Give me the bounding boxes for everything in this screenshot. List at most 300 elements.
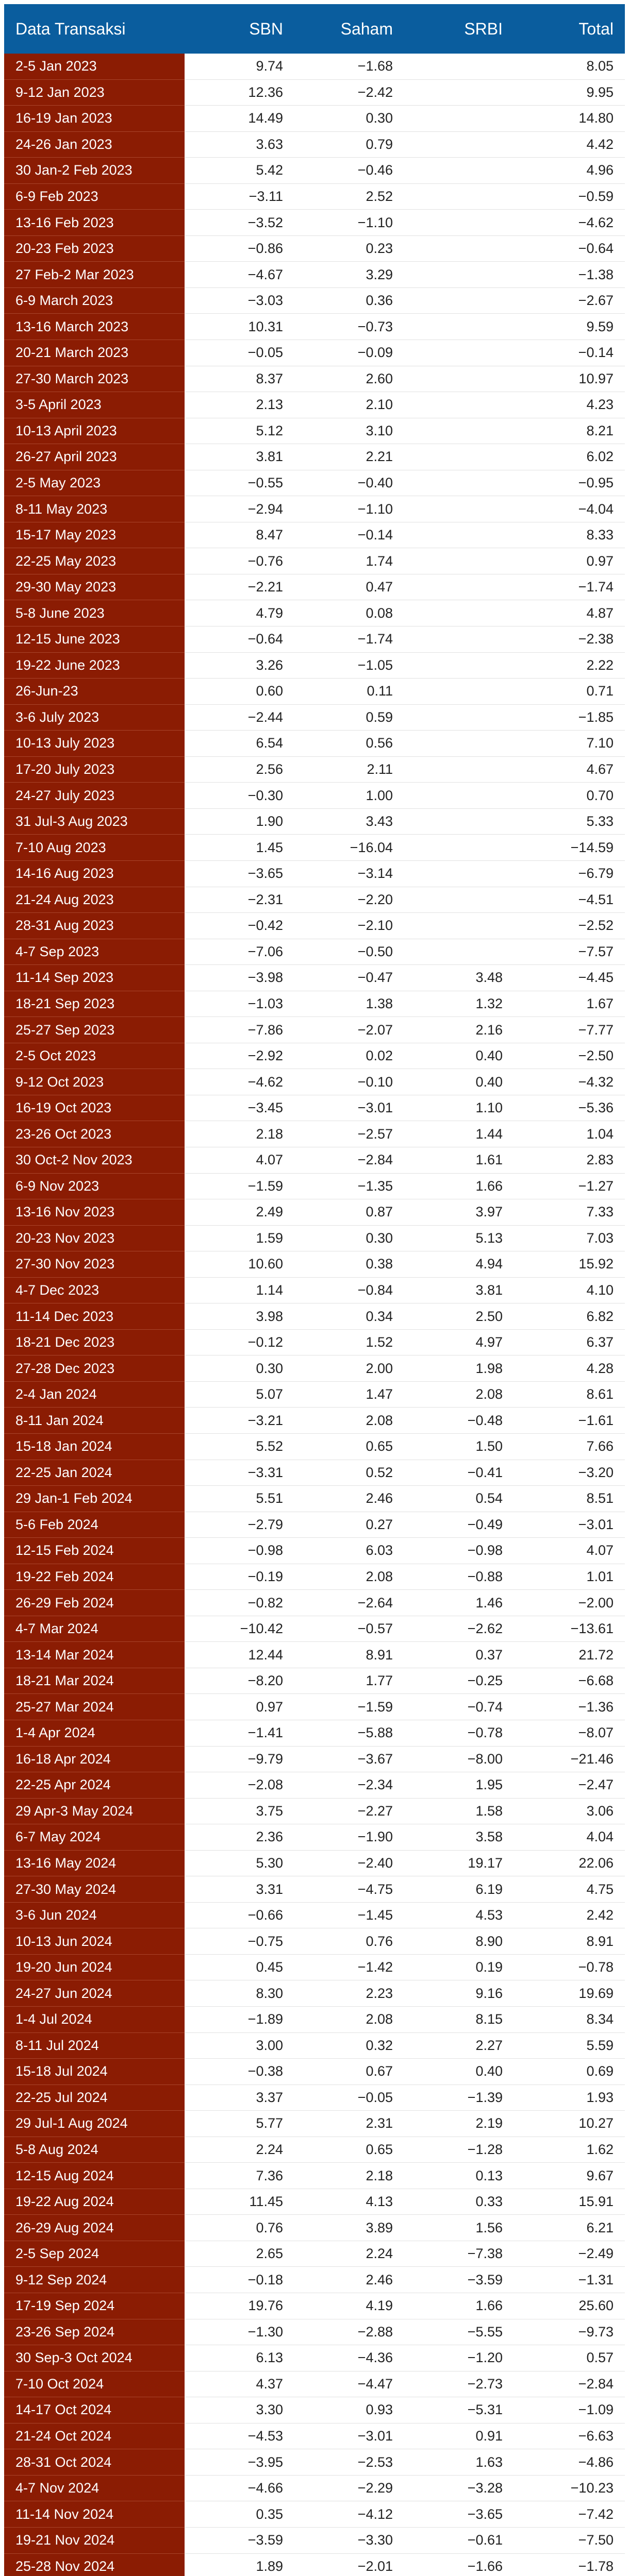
table-row — [4, 1095, 625, 1121]
cell-date: 1-4 Apr 2024 — [4, 1720, 185, 1747]
cell-saham: −2.29 — [294, 2475, 404, 2501]
cell-date: 19-22 June 2023 — [4, 652, 185, 679]
cell-sbn: 6.13 — [185, 2345, 294, 2371]
cell-total: 8.21 — [514, 418, 625, 444]
cell-sbn: 4.07 — [185, 1147, 294, 1173]
cell-saham: −2.53 — [294, 2449, 404, 2476]
cell-saham: 0.79 — [294, 131, 404, 158]
table-row — [4, 235, 625, 262]
cell-sbn: −0.75 — [185, 1928, 294, 1955]
cell-saham: 3.43 — [294, 808, 404, 835]
cell-sbn: 5.30 — [185, 1850, 294, 1876]
cell-saham: 0.23 — [294, 235, 404, 262]
cell-sbn: 19.76 — [185, 2293, 294, 2319]
cell-srbi: −1.28 — [404, 2137, 514, 2163]
cell-saham: −1.90 — [294, 1824, 404, 1851]
cell-date: 24-27 July 2023 — [4, 783, 185, 809]
cell-sbn: 6.54 — [185, 731, 294, 757]
table-row — [4, 158, 625, 184]
cell-sbn: −0.76 — [185, 548, 294, 574]
cell-sbn: −10.42 — [185, 1616, 294, 1642]
cell-sbn: −2.79 — [185, 1512, 294, 1538]
cell-sbn: −9.79 — [185, 1746, 294, 1772]
table-row — [4, 262, 625, 288]
cell-saham: 2.31 — [294, 2111, 404, 2137]
cell-saham: −4.36 — [294, 2345, 404, 2371]
cell-date: 8-11 Jan 2024 — [4, 1408, 185, 1434]
cell-srbi — [404, 366, 514, 392]
table-row — [4, 1225, 625, 1251]
cell-total: 2.42 — [514, 1902, 625, 1928]
cell-sbn: 2.13 — [185, 392, 294, 418]
table-row — [4, 1538, 625, 1564]
cell-srbi: 5.13 — [404, 1225, 514, 1251]
table-row — [4, 1876, 625, 1903]
table-row — [4, 1616, 625, 1642]
cell-total: 9.67 — [514, 2163, 625, 2189]
cell-total: 2.22 — [514, 652, 625, 679]
cell-saham: −2.42 — [294, 79, 404, 106]
cell-srbi: 3.48 — [404, 965, 514, 991]
cell-saham: −0.05 — [294, 2084, 404, 2111]
table-row — [4, 2189, 625, 2215]
cell-saham: −2.40 — [294, 1850, 404, 1876]
cell-total: 8.33 — [514, 522, 625, 548]
cell-date: 7-10 Oct 2024 — [4, 2371, 185, 2397]
cell-date: 22-25 May 2023 — [4, 548, 185, 574]
cell-saham: 6.03 — [294, 1538, 404, 1564]
cell-saham: 4.19 — [294, 2293, 404, 2319]
cell-saham: −16.04 — [294, 835, 404, 861]
cell-total: −2.50 — [514, 1043, 625, 1069]
cell-srbi: −0.88 — [404, 1564, 514, 1590]
table-row — [4, 679, 625, 705]
cell-saham: 2.46 — [294, 2267, 404, 2293]
cell-srbi: 1.56 — [404, 2215, 514, 2241]
cell-sbn: 7.36 — [185, 2163, 294, 2189]
cell-saham: 3.89 — [294, 2215, 404, 2241]
table-row — [4, 1928, 625, 1955]
cell-total: 8.61 — [514, 1381, 625, 1408]
cell-total: 5.59 — [514, 2032, 625, 2059]
cell-total: −1.38 — [514, 262, 625, 288]
cell-srbi: 1.66 — [404, 1173, 514, 1199]
cell-total: −2.67 — [514, 287, 625, 314]
cell-srbi: −0.98 — [404, 1538, 514, 1564]
cell-date: 4-7 Nov 2024 — [4, 2475, 185, 2501]
cell-sbn: −2.21 — [185, 574, 294, 600]
cell-srbi: 6.19 — [404, 1876, 514, 1903]
cell-sbn: 0.35 — [185, 2501, 294, 2528]
cell-total: −4.45 — [514, 965, 625, 991]
cell-date: 29-30 May 2023 — [4, 574, 185, 600]
cell-saham: 2.23 — [294, 1980, 404, 2007]
cell-sbn: 3.31 — [185, 1876, 294, 1903]
cell-saham: −0.10 — [294, 1069, 404, 1095]
cell-date: 21-24 Oct 2024 — [4, 2423, 185, 2449]
cell-sbn: 8.47 — [185, 522, 294, 548]
table-row — [4, 652, 625, 679]
cell-srbi — [404, 887, 514, 913]
cell-total: −4.32 — [514, 1069, 625, 1095]
cell-date: 4-7 Sep 2023 — [4, 939, 185, 965]
table-row — [4, 522, 625, 548]
cell-date: 15-18 Jul 2024 — [4, 2059, 185, 2085]
cell-sbn: −2.31 — [185, 887, 294, 913]
cell-saham: 2.10 — [294, 392, 404, 418]
cell-srbi: 19.17 — [404, 1850, 514, 1876]
cell-date: 22-25 Jan 2024 — [4, 1460, 185, 1486]
cell-sbn: −0.55 — [185, 470, 294, 496]
cell-date: 13-16 Nov 2023 — [4, 1199, 185, 1226]
cell-sbn: −1.03 — [185, 991, 294, 1017]
cell-total: −7.50 — [514, 2527, 625, 2553]
table-row — [4, 1251, 625, 1278]
cell-total: −6.63 — [514, 2423, 625, 2449]
cell-total: −1.74 — [514, 574, 625, 600]
cell-sbn: −3.03 — [185, 287, 294, 314]
cell-srbi — [404, 704, 514, 731]
cell-srbi — [404, 340, 514, 366]
cell-srbi: −1.39 — [404, 2084, 514, 2111]
cell-date: 19-22 Feb 2024 — [4, 1564, 185, 1590]
cell-sbn: −0.12 — [185, 1329, 294, 1355]
cell-total: 1.93 — [514, 2084, 625, 2111]
cell-total: −1.36 — [514, 1694, 625, 1720]
table-header — [4, 4, 625, 54]
cell-srbi — [404, 600, 514, 626]
cell-srbi: 1.46 — [404, 1590, 514, 1616]
cell-sbn: 14.49 — [185, 106, 294, 132]
table-row — [4, 79, 625, 106]
cell-srbi: 1.61 — [404, 1147, 514, 1173]
cell-total: 8.91 — [514, 1928, 625, 1955]
table-row — [4, 2032, 625, 2059]
cell-srbi: 8.90 — [404, 1928, 514, 1955]
cell-srbi: 1.32 — [404, 991, 514, 1017]
cell-saham: −1.45 — [294, 1902, 404, 1928]
cell-srbi — [404, 79, 514, 106]
table-row — [4, 2449, 625, 2476]
cell-sbn: 2.36 — [185, 1824, 294, 1851]
table-row — [4, 1954, 625, 1980]
cell-total: −9.73 — [514, 2319, 625, 2345]
cell-saham: −0.46 — [294, 158, 404, 184]
cell-date: 26-27 April 2023 — [4, 444, 185, 470]
table-row — [4, 1173, 625, 1199]
cell-srbi: 1.50 — [404, 1433, 514, 1460]
table-row — [4, 1980, 625, 2007]
cell-srbi: 2.50 — [404, 1303, 514, 1330]
table-row — [4, 2215, 625, 2241]
cell-total: −3.01 — [514, 1512, 625, 1538]
table-row — [4, 1381, 625, 1408]
cell-date: 27-30 May 2024 — [4, 1876, 185, 1903]
cell-sbn: 0.76 — [185, 2215, 294, 2241]
cell-total: 0.57 — [514, 2345, 625, 2371]
cell-sbn: −4.67 — [185, 262, 294, 288]
cell-date: 5-8 June 2023 — [4, 600, 185, 626]
cell-sbn: −1.41 — [185, 1720, 294, 1747]
cell-date: 19-22 Aug 2024 — [4, 2189, 185, 2215]
cell-srbi: −3.28 — [404, 2475, 514, 2501]
cell-total: 6.02 — [514, 444, 625, 470]
cell-sbn: 8.30 — [185, 1980, 294, 2007]
cell-saham: −3.30 — [294, 2527, 404, 2553]
cell-total: 19.69 — [514, 1980, 625, 2007]
cell-date: 13-16 Feb 2023 — [4, 210, 185, 236]
cell-saham: 0.59 — [294, 704, 404, 731]
cell-total: −0.59 — [514, 183, 625, 210]
header-sbn[interactable]: SBN — [185, 4, 294, 54]
table-row — [4, 470, 625, 496]
cell-total: −4.86 — [514, 2449, 625, 2476]
cell-date: 24-26 Jan 2023 — [4, 131, 185, 158]
cell-sbn: 10.31 — [185, 314, 294, 340]
cell-srbi: 2.27 — [404, 2032, 514, 2059]
cell-date: 16-19 Jan 2023 — [4, 106, 185, 132]
cell-saham: −1.42 — [294, 1954, 404, 1980]
cell-saham: 2.00 — [294, 1355, 404, 1382]
cell-total: −2.84 — [514, 2371, 625, 2397]
cell-saham: 0.52 — [294, 1460, 404, 1486]
cell-saham: 0.32 — [294, 2032, 404, 2059]
cell-saham: 3.10 — [294, 418, 404, 444]
cell-saham: 2.18 — [294, 2163, 404, 2189]
cell-date: 20-23 Feb 2023 — [4, 235, 185, 262]
cell-saham: 2.52 — [294, 183, 404, 210]
cell-total: −8.07 — [514, 1720, 625, 1747]
cell-total: 15.92 — [514, 1251, 625, 1278]
cell-total: −1.61 — [514, 1408, 625, 1434]
cell-sbn: −0.30 — [185, 783, 294, 809]
table-row — [4, 1642, 625, 1668]
cell-srbi: 1.63 — [404, 2449, 514, 2476]
cell-srbi — [404, 939, 514, 965]
table-row — [4, 1668, 625, 1694]
table-row — [4, 131, 625, 158]
cell-date: 2-4 Jan 2024 — [4, 1381, 185, 1408]
cell-srbi: 4.97 — [404, 1329, 514, 1355]
cell-sbn: 5.12 — [185, 418, 294, 444]
cell-saham: 2.46 — [294, 1486, 404, 1512]
cell-date: 9-12 Sep 2024 — [4, 2267, 185, 2293]
cell-srbi — [404, 756, 514, 783]
cell-sbn: 10.60 — [185, 1251, 294, 1278]
cell-srbi — [404, 287, 514, 314]
cell-total: −14.59 — [514, 835, 625, 861]
cell-sbn: 1.45 — [185, 835, 294, 861]
data-table-container — [4, 4, 625, 2576]
cell-saham: 8.91 — [294, 1642, 404, 1668]
cell-srbi: −8.00 — [404, 1746, 514, 1772]
cell-saham: −2.27 — [294, 1798, 404, 1824]
cell-date: 8-11 May 2023 — [4, 496, 185, 522]
cell-total: 4.23 — [514, 392, 625, 418]
cell-saham: 0.11 — [294, 679, 404, 705]
cell-srbi — [404, 496, 514, 522]
cell-sbn: 3.81 — [185, 444, 294, 470]
table-row — [4, 183, 625, 210]
cell-srbi: 1.58 — [404, 1798, 514, 1824]
cell-sbn: −4.62 — [185, 1069, 294, 1095]
cell-srbi: −1.66 — [404, 2553, 514, 2576]
cell-date: 26-Jun-23 — [4, 679, 185, 705]
table-row — [4, 2423, 625, 2449]
cell-sbn: 3.30 — [185, 2397, 294, 2424]
cell-total: 9.59 — [514, 314, 625, 340]
cell-date: 13-16 May 2024 — [4, 1850, 185, 1876]
cell-saham: −1.10 — [294, 210, 404, 236]
cell-total: −7.77 — [514, 1017, 625, 1043]
cell-date: 25-27 Sep 2023 — [4, 1017, 185, 1043]
cell-date: 13-14 Mar 2024 — [4, 1642, 185, 1668]
cell-srbi: 0.54 — [404, 1486, 514, 1512]
cell-sbn: −4.53 — [185, 2423, 294, 2449]
cell-date: 22-25 Jul 2024 — [4, 2084, 185, 2111]
cell-srbi: −7.38 — [404, 2241, 514, 2267]
cell-date: 22-25 Apr 2024 — [4, 1772, 185, 1799]
cell-date: 6-9 March 2023 — [4, 287, 185, 314]
cell-date: 11-14 Dec 2023 — [4, 1303, 185, 1330]
cell-sbn: 3.63 — [185, 131, 294, 158]
cell-date: 15-18 Jan 2024 — [4, 1433, 185, 1460]
cell-date: 29 Apr-3 May 2024 — [4, 1798, 185, 1824]
cell-date: 20-23 Nov 2023 — [4, 1225, 185, 1251]
cell-total: 0.70 — [514, 783, 625, 809]
cell-sbn: −0.86 — [185, 235, 294, 262]
cell-sbn: 1.59 — [185, 1225, 294, 1251]
cell-srbi — [404, 626, 514, 653]
cell-saham: −1.05 — [294, 652, 404, 679]
cell-saham: −1.59 — [294, 1694, 404, 1720]
cell-saham: −0.14 — [294, 522, 404, 548]
cell-sbn: 3.26 — [185, 652, 294, 679]
cell-sbn: −1.89 — [185, 2007, 294, 2033]
cell-saham: 0.38 — [294, 1251, 404, 1278]
cell-saham: −2.84 — [294, 1147, 404, 1173]
cell-date: 6-7 May 2024 — [4, 1824, 185, 1851]
cell-srbi: 3.58 — [404, 1824, 514, 1851]
cell-saham: −2.07 — [294, 1017, 404, 1043]
cell-date: 14-16 Aug 2023 — [4, 860, 185, 887]
cell-saham: 2.08 — [294, 1564, 404, 1590]
cell-date: 23-26 Oct 2023 — [4, 1121, 185, 1147]
cell-date: 30 Jan-2 Feb 2023 — [4, 158, 185, 184]
table-row — [4, 1772, 625, 1799]
table-row — [4, 2084, 625, 2111]
cell-sbn: −0.64 — [185, 626, 294, 653]
cell-srbi — [404, 522, 514, 548]
cell-total: −3.20 — [514, 1460, 625, 1486]
cell-total: 25.60 — [514, 2293, 625, 2319]
cell-total: −4.62 — [514, 210, 625, 236]
cell-sbn: 5.07 — [185, 1381, 294, 1408]
cell-total: −13.61 — [514, 1616, 625, 1642]
cell-date: 18-21 Sep 2023 — [4, 991, 185, 1017]
table-row — [4, 2163, 625, 2189]
cell-sbn: 11.45 — [185, 2189, 294, 2215]
cell-date: 5-8 Aug 2024 — [4, 2137, 185, 2163]
cell-saham: −0.40 — [294, 470, 404, 496]
cell-date: 28-31 Aug 2023 — [4, 913, 185, 939]
cell-saham: −1.10 — [294, 496, 404, 522]
cell-sbn: −7.86 — [185, 1017, 294, 1043]
cell-total: 22.06 — [514, 1850, 625, 1876]
table-row — [4, 1720, 625, 1747]
cell-saham: −2.20 — [294, 887, 404, 913]
cell-sbn: 2.18 — [185, 1121, 294, 1147]
cell-srbi: 0.33 — [404, 2189, 514, 2215]
cell-srbi: 4.94 — [404, 1251, 514, 1278]
cell-date: 30 Sep-3 Oct 2024 — [4, 2345, 185, 2371]
table-row — [4, 1486, 625, 1512]
cell-total: 4.75 — [514, 1876, 625, 1903]
cell-srbi: 3.97 — [404, 1199, 514, 1226]
cell-srbi — [404, 392, 514, 418]
cell-srbi — [404, 262, 514, 288]
cell-srbi — [404, 470, 514, 496]
cell-total: −10.23 — [514, 2475, 625, 2501]
cell-saham: −5.88 — [294, 1720, 404, 1747]
cell-total: 8.05 — [514, 54, 625, 79]
table-row — [4, 808, 625, 835]
cell-total: −0.78 — [514, 1954, 625, 1980]
cell-srbi: 0.37 — [404, 1642, 514, 1668]
cell-srbi — [404, 235, 514, 262]
cell-date: 6-9 Nov 2023 — [4, 1173, 185, 1199]
table-row — [4, 2319, 625, 2345]
header-saham[interactable]: Saham — [294, 4, 404, 54]
cell-total: 3.06 — [514, 1798, 625, 1824]
header-total[interactable]: Total — [514, 4, 625, 54]
table-row — [4, 1564, 625, 1590]
cell-date: 19-20 Jun 2024 — [4, 1954, 185, 1980]
cell-total: 4.10 — [514, 1277, 625, 1303]
table-row — [4, 496, 625, 522]
cell-saham: 0.27 — [294, 1512, 404, 1538]
cell-srbi: −3.65 — [404, 2501, 514, 2528]
cell-srbi: −0.49 — [404, 1512, 514, 1538]
cell-srbi: −0.74 — [404, 1694, 514, 1720]
table-row — [4, 991, 625, 1017]
cell-date: 12-15 June 2023 — [4, 626, 185, 653]
cell-sbn: −1.59 — [185, 1173, 294, 1199]
cell-date: 26-29 Aug 2024 — [4, 2215, 185, 2241]
cell-sbn: 1.14 — [185, 1277, 294, 1303]
table-row — [4, 835, 625, 861]
cell-saham: −2.57 — [294, 1121, 404, 1147]
cell-saham: −4.75 — [294, 1876, 404, 1903]
cell-total: 8.34 — [514, 2007, 625, 2033]
header-srbi[interactable]: SRBI — [404, 4, 514, 54]
cell-srbi — [404, 835, 514, 861]
table-row — [4, 2293, 625, 2319]
cell-srbi — [404, 548, 514, 574]
table-row — [4, 2371, 625, 2397]
cell-total: 14.80 — [514, 106, 625, 132]
cell-sbn: 12.36 — [185, 79, 294, 106]
table-row — [4, 106, 625, 132]
cell-sbn: −7.06 — [185, 939, 294, 965]
cell-srbi — [404, 158, 514, 184]
cell-total: 21.72 — [514, 1642, 625, 1668]
cell-sbn: −3.11 — [185, 183, 294, 210]
cell-saham: 0.65 — [294, 2137, 404, 2163]
cell-date: 31 Jul-3 Aug 2023 — [4, 808, 185, 835]
header-data-transaksi[interactable]: Data Transaksi — [4, 4, 185, 54]
cell-saham: 0.67 — [294, 2059, 404, 2085]
